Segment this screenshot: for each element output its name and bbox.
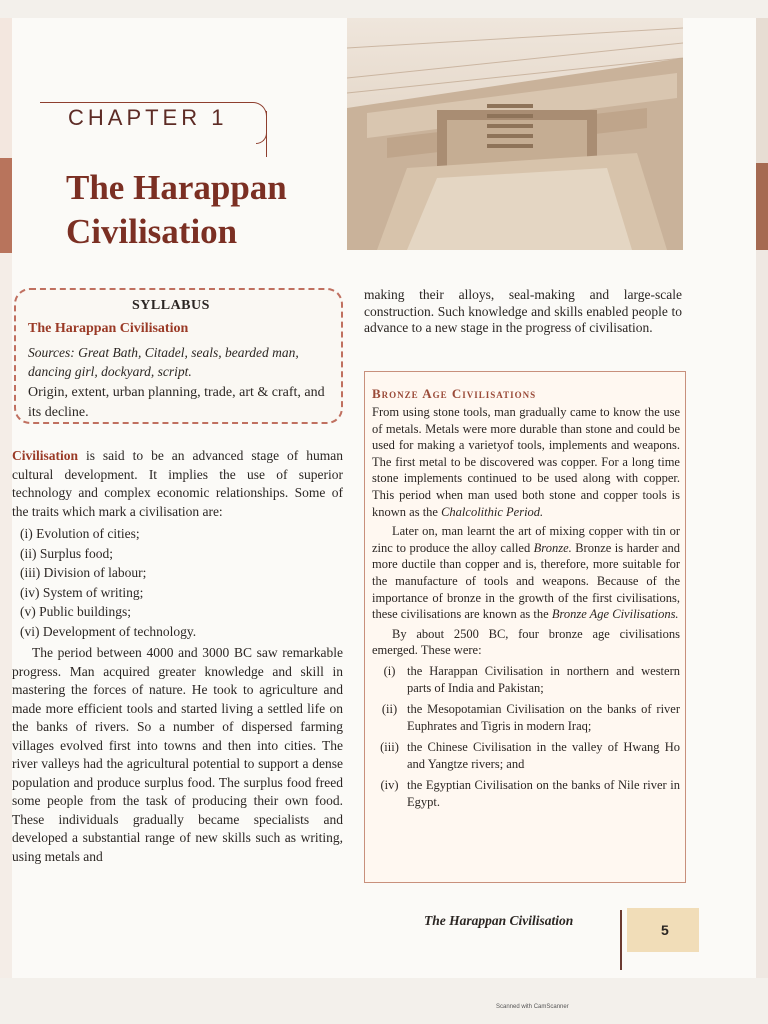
list-item: (i) Evolution of cities; — [20, 526, 140, 541]
bronze-term: Bronze. — [533, 540, 572, 555]
chapter-title — [66, 166, 366, 254]
chapter-label: CHAPTER 1 — [68, 105, 228, 130]
intro-paragraph — [12, 447, 343, 521]
list-item — [372, 777, 680, 810]
list-text: the Chinese Civilisation in the valley of Hwang Ho and Yangtze rivers; and — [407, 740, 680, 771]
list-item — [372, 701, 680, 734]
box-paragraph-1 — [372, 404, 680, 520]
footer-divider — [620, 910, 622, 970]
list-item — [372, 663, 680, 696]
list-number: (iv) — [380, 778, 399, 793]
right-margin-strip — [756, 18, 768, 978]
list-text: the Egyptian Civilisation on the banks of Nile river in Egypt. — [407, 778, 680, 810]
list-item: (iii) Division of labour; — [20, 565, 147, 580]
list-item — [372, 739, 680, 772]
syllabus-subheading: The Harappan Civilisation — [28, 321, 189, 336]
right-column-continuation: making their alloys, seal-making and large-scale construction. Such knowledge and skills enabled people to advance to a new stage in the progress of civilisation. — [364, 287, 682, 335]
list-text: the Mesopotamian Civilisation on the banks of river Euphrates and Tigris in modern Iraq; — [407, 702, 680, 733]
syllabus-topics: Origin, extent, urban planning, trade, art & craft, and its decline. — [28, 385, 325, 420]
syllabus-heading: SYLLABUS — [132, 298, 210, 313]
progress-paragraph: The period between 4000 and 3000 BC saw remarkable progress. Man acquired greater knowledge and skill in mastering the forces of nature. He took to agriculture and made more efficient tools and started living a settled life on the banks of rivers. So a number of dispersed farming villages evolved first into towns and then into cities. The river valleys had the agricultural potential to support a dense population and produce surplus food. The surplus food freed some people from the task of producing their own food. These individuals gradually became specialists and developed a substantial range of new skills such as writing, using metals and — [12, 645, 343, 864]
box-paragraph-3: By about 2500 BC, four bronze age civilisations emerged. These were: — [372, 626, 680, 658]
title-line-1: The Harappan — [66, 168, 287, 207]
box-para2-text-a: Later on, man learnt the art of mixing copper with tin or zinc to produce the alloy called — [372, 524, 680, 555]
scanner-watermark: Scanned with CamScanner — [496, 1004, 569, 1010]
bronze-age-box-title: Bronze Age Civilisations — [372, 386, 537, 401]
civilisation-term: Civilisation — [12, 448, 79, 463]
civilisations-list — [372, 663, 680, 811]
list-number: (iii) — [380, 740, 399, 755]
intro-text: is said to be an advanced stage of human cultural development. It implies the use of superior technology and complex economic relationships. Some of the traits which mark a civilisation are: — [12, 448, 343, 519]
list-number: (i) — [383, 663, 396, 678]
list-item: (ii) Surplus food; — [20, 545, 113, 561]
page-number: 5 — [661, 922, 669, 938]
box-para2-text-b: Bronze is harder and more ductile than copper and is, therefore, more suitable for the manufacture of tools and weapons. Because of the importance of bronze in the growth of the first civilisations, these civilisations are known as the — [372, 540, 680, 622]
list-number: (ii) — [381, 702, 398, 717]
list-item: (vi) Development of technology. — [20, 623, 197, 639]
left-margin-strip — [0, 18, 12, 978]
chalcolithic-term: Chalcolithic Period. — [441, 504, 544, 519]
bronze-age-box-text — [372, 404, 680, 816]
list-text: the Harappan Civilisation in northern and western parts of India and Pakistan; — [407, 663, 680, 695]
list-item: (iv) System of writing; — [20, 584, 144, 600]
list-item: (v) Public buildings; — [20, 604, 131, 619]
traits-list — [20, 524, 343, 641]
great-bath-photo — [347, 18, 683, 250]
left-column-text — [12, 447, 343, 866]
box-paragraph-2 — [372, 523, 680, 623]
box-para1-text: From using stone tools, man gradually came to know the use of metals. Metals were more durable than stone and could be used for making a varietyof tools, implements and weapons. The first metal to be discovered was copper. For a long time stone implements continued to be used along with copper. This period when man used both stone and copper tools is known as the — [372, 405, 680, 519]
title-line-2: Civilisation — [66, 212, 238, 251]
bronze-age-term: Bronze Age Civilisations. — [551, 607, 679, 622]
syllabus-sources: Sources: Great Bath, Citadel, seals, bearded man, dancing girl, dockyard, script. — [28, 345, 299, 379]
running-title: The Harappan Civilisation — [424, 913, 574, 928]
